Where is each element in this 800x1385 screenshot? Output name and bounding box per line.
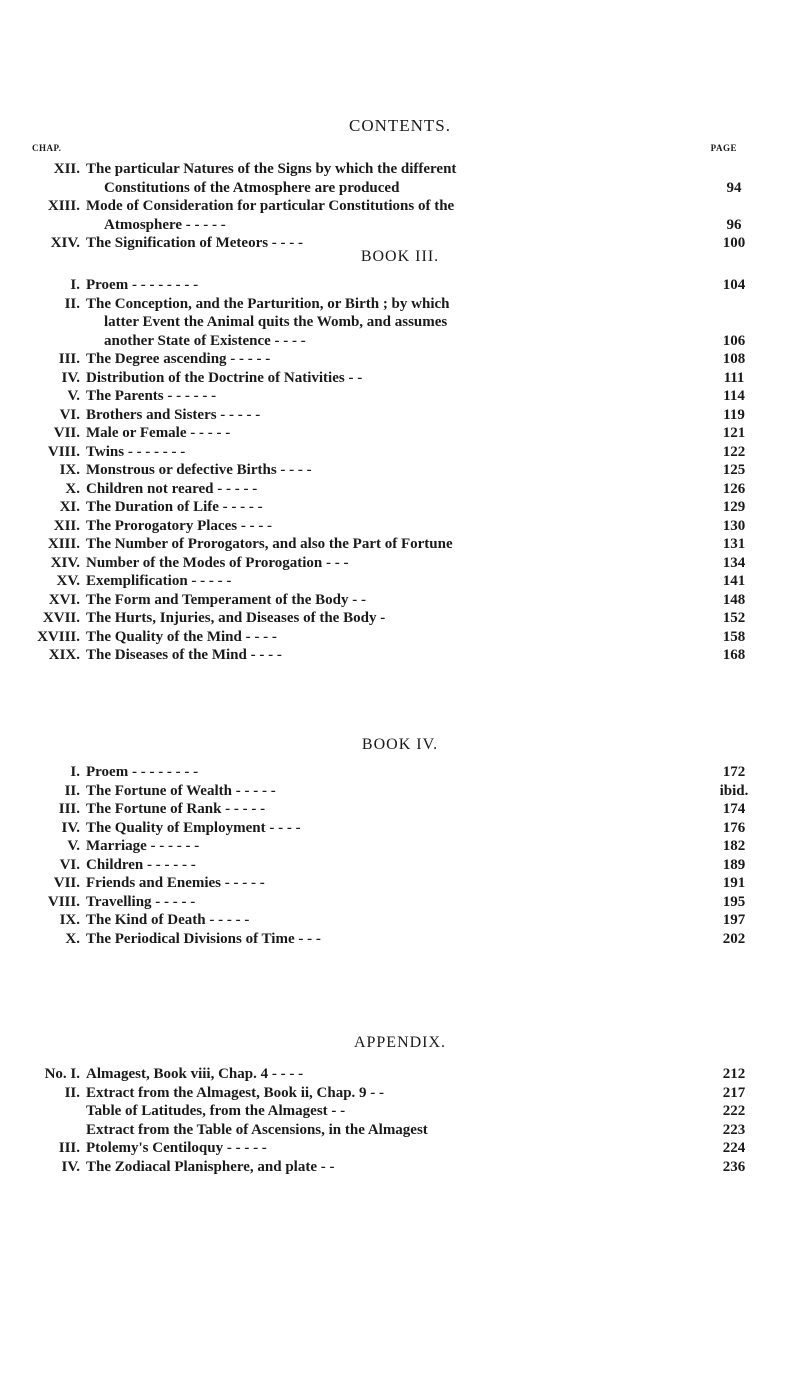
book-two-continued	[0, 160, 800, 253]
toc-entry	[0, 874, 800, 893]
appendix-subtitle: Table of Latitudes, from the Almagest - -	[86, 1103, 346, 1119]
page-number: 195	[722, 893, 746, 910]
page-number: 125	[722, 462, 746, 478]
toc-entry	[0, 1084, 800, 1103]
page-number: 223	[722, 1121, 746, 1138]
chapter-title: Children - - - - - -	[86, 856, 196, 873]
toc-entry	[0, 911, 800, 930]
toc-entry	[0, 480, 800, 499]
toc-entry	[0, 819, 800, 838]
chapter-title: The Signification of Meteors - - - -	[86, 235, 304, 251]
chapter-number: VII.	[53, 425, 80, 441]
toc-entry	[0, 406, 800, 425]
toc-entry	[0, 1139, 800, 1158]
page-number: 106	[722, 332, 746, 349]
chapter-title: Proem - - - - - - - -	[86, 277, 199, 293]
toc-entry	[0, 572, 800, 591]
toc-entry	[0, 295, 800, 351]
chapter-title: Friends and Enemies - - - - -	[86, 875, 265, 891]
chapter-number: XII.	[53, 161, 80, 177]
chapter-number: II.	[64, 295, 80, 312]
book-heading: BOOK IV.	[361, 736, 439, 753]
toc-entry	[0, 498, 800, 517]
toc-entry	[0, 930, 800, 949]
chapter-number: XII.	[53, 517, 80, 534]
toc-entry	[0, 1102, 800, 1121]
appendix-title: Ptolemy's Centiloquy - - - - -	[86, 1140, 267, 1156]
chapter-number: IX.	[59, 912, 80, 928]
toc-entry	[0, 369, 800, 388]
page-number: 100	[722, 235, 746, 251]
page-number: 212	[722, 1066, 746, 1082]
page-number: 236	[722, 1158, 746, 1175]
chapter-number: V.	[67, 388, 80, 404]
chapter-title: The Quality of Employment - - - -	[86, 819, 301, 836]
chapter-number: X.	[65, 930, 80, 947]
page-title: CONTENTS.	[348, 116, 452, 135]
toc-entry	[0, 1121, 800, 1140]
chapter-title: The Form and Temperament of the Body - -	[86, 591, 366, 608]
chapter-title-continued: Atmosphere - - - - -	[104, 216, 226, 233]
chapter-number: XIII.	[47, 198, 80, 214]
chapter-number: XIV.	[50, 235, 80, 251]
page-number: ibid.	[719, 782, 749, 799]
appendix-number: IV.	[61, 1158, 80, 1175]
toc-entry	[0, 782, 800, 801]
toc-entry	[0, 424, 800, 443]
book-three	[0, 244, 800, 665]
chapter-title: The Fortune of Wealth - - - - -	[86, 782, 276, 799]
chapter-number: I.	[70, 764, 80, 780]
chapter-column-label: CHAP.	[32, 143, 62, 153]
page-number: 189	[722, 856, 746, 873]
chapter-title: The particular Natures of the Signs by which the different	[86, 161, 457, 177]
chapter-number: VI.	[59, 856, 80, 873]
chapter-number: IV.	[61, 369, 80, 386]
chapter-title: Male or Female - - - - -	[86, 425, 231, 441]
page-number: 217	[722, 1084, 746, 1101]
chapter-title: Travelling - - - - -	[86, 893, 196, 910]
chapter-title: Distribution of the Doctrine of Nativities - -	[86, 369, 363, 386]
page-number: 222	[722, 1103, 746, 1119]
chapter-title: The Conception, and the Parturition, or Birth ; by which	[86, 295, 450, 312]
page-number: 96	[726, 216, 742, 233]
chapter-title: The Quality of the Mind - - - -	[86, 628, 277, 645]
appendix-heading: APPENDIX.	[353, 1034, 447, 1051]
toc-entry	[0, 350, 800, 369]
page-number: 131	[722, 536, 746, 552]
chapter-number: XVII.	[42, 610, 80, 626]
chapter-number: VIII.	[47, 893, 80, 910]
chapter-title: Marriage - - - - - -	[86, 838, 200, 854]
toc-entry	[0, 609, 800, 628]
toc-entry	[0, 646, 800, 665]
chapter-number: XV.	[56, 573, 80, 589]
chapter-number: III.	[58, 801, 80, 817]
chapter-number: IX.	[59, 462, 80, 478]
page-number: 174	[722, 801, 746, 817]
page-number: 108	[722, 351, 746, 367]
book-heading: BOOK III.	[360, 248, 440, 265]
toc-entry	[0, 535, 800, 554]
toc-entry	[0, 387, 800, 406]
page-number: 94	[726, 179, 742, 196]
chapter-title: Monstrous or defective Births - - - -	[86, 462, 312, 478]
chapter-title-continued: Constitutions of the Atmosphere are produced	[104, 179, 400, 196]
toc-entry	[0, 856, 800, 875]
toc-entry	[0, 591, 800, 610]
chapter-number: X.	[65, 480, 80, 497]
chapter-title: The Duration of Life - - - - -	[86, 499, 263, 515]
page-number: 141	[722, 573, 746, 589]
page-number: 130	[722, 517, 746, 534]
chapter-title: Mode of Consideration for particular Constitutions of the	[86, 198, 455, 214]
toc-entry	[0, 800, 800, 819]
page-number: 111	[723, 369, 745, 386]
chapter-number: XIX.	[48, 647, 80, 663]
appendix	[0, 1030, 800, 1176]
appendix-title: The Zodiacal Planisphere, and plate - -	[86, 1158, 335, 1175]
toc-entry	[0, 197, 800, 234]
chapter-number: XVI.	[48, 591, 80, 608]
chapter-number: VI.	[59, 406, 80, 423]
chapter-number: I.	[70, 277, 80, 293]
toc-entry	[0, 837, 800, 856]
page-number: 197	[722, 912, 746, 928]
chapter-title: The Fortune of Rank - - - - -	[86, 801, 266, 817]
toc-entry	[0, 461, 800, 480]
chapter-title: The Diseases of the Mind - - - -	[86, 647, 282, 663]
appendix-number: III.	[58, 1140, 80, 1156]
toc-entry	[0, 443, 800, 462]
chapter-title-continued: another State of Existence - - - -	[104, 332, 306, 349]
toc-entry	[0, 517, 800, 536]
chapter-title: Twins - - - - - - -	[86, 443, 186, 460]
chapter-title: The Hurts, Injuries, and Diseases of the Body -	[86, 610, 386, 626]
chapter-number: II.	[64, 782, 80, 799]
chapter-number: IV.	[61, 819, 80, 836]
appendix-subtitle: Extract from the Table of Ascensions, in the Almagest	[86, 1121, 428, 1138]
page-number: 129	[722, 499, 746, 515]
page-number: 134	[722, 554, 746, 571]
page-number: 152	[722, 610, 746, 626]
chapter-title: Proem - - - - - - - -	[86, 764, 199, 780]
page-number: 126	[722, 480, 746, 497]
chapter-title-continued: latter Event the Animal quits the Womb, and assumes	[104, 314, 448, 330]
chapter-title: Brothers and Sisters - - - - -	[86, 406, 261, 423]
toc-entry	[0, 628, 800, 647]
chapter-number: V.	[67, 838, 80, 854]
chapter-title: The Number of Prorogators, and also the Part of Fortune	[86, 536, 453, 552]
page-number: 182	[722, 838, 746, 854]
chapter-title: The Prorogatory Places - - - -	[86, 517, 273, 534]
page-number: 158	[722, 628, 746, 645]
toc-entry	[0, 160, 800, 197]
page-number: 202	[722, 930, 746, 947]
page-number: 176	[722, 819, 746, 836]
appendix-title: Almagest, Book viii, Chap. 4 - - - -	[86, 1066, 304, 1082]
chapter-title: The Parents - - - - - -	[86, 388, 217, 404]
chapter-title: The Kind of Death - - - - -	[86, 912, 250, 928]
page-number: 114	[723, 388, 745, 404]
toc-entry	[0, 763, 800, 782]
chapter-title: Exemplification - - - - -	[86, 573, 232, 589]
appendix-number: No. I.	[44, 1066, 80, 1082]
chapter-number: XIV.	[50, 554, 80, 571]
page-number: 104	[722, 277, 746, 293]
toc-entry	[0, 1158, 800, 1177]
chapter-number: VII.	[53, 875, 80, 891]
toc-entry	[0, 1065, 800, 1084]
page-number: 121	[722, 425, 746, 441]
chapter-number: XVIII.	[37, 628, 80, 645]
page-number: 191	[722, 875, 746, 891]
page-number: 122	[722, 443, 746, 460]
page-number: 172	[722, 764, 746, 780]
chapter-title: Children not reared - - - - -	[86, 480, 258, 497]
chapter-title: The Periodical Divisions of Time - - -	[86, 930, 321, 947]
page-number: 148	[722, 591, 746, 608]
chapter-number: XI.	[59, 499, 80, 515]
appendix-number: II.	[64, 1084, 80, 1101]
page-number: 224	[722, 1140, 746, 1156]
toc-entry	[0, 893, 800, 912]
toc-entry	[0, 554, 800, 573]
page-number: 168	[722, 647, 746, 663]
chapter-title: Number of the Modes of Prorogation - - -	[86, 554, 349, 571]
page-column-label: PAGE	[710, 143, 737, 153]
chapter-title: The Degree ascending - - - - -	[86, 351, 271, 367]
book-four	[0, 732, 800, 948]
chapter-number: III.	[58, 351, 80, 367]
appendix-title: Extract from the Almagest, Book ii, Chap. 9 - -	[86, 1084, 385, 1101]
toc-entry	[0, 276, 800, 295]
page-number: 119	[723, 406, 745, 423]
chapter-number: XIII.	[47, 536, 80, 552]
chapter-number: VIII.	[47, 443, 80, 460]
